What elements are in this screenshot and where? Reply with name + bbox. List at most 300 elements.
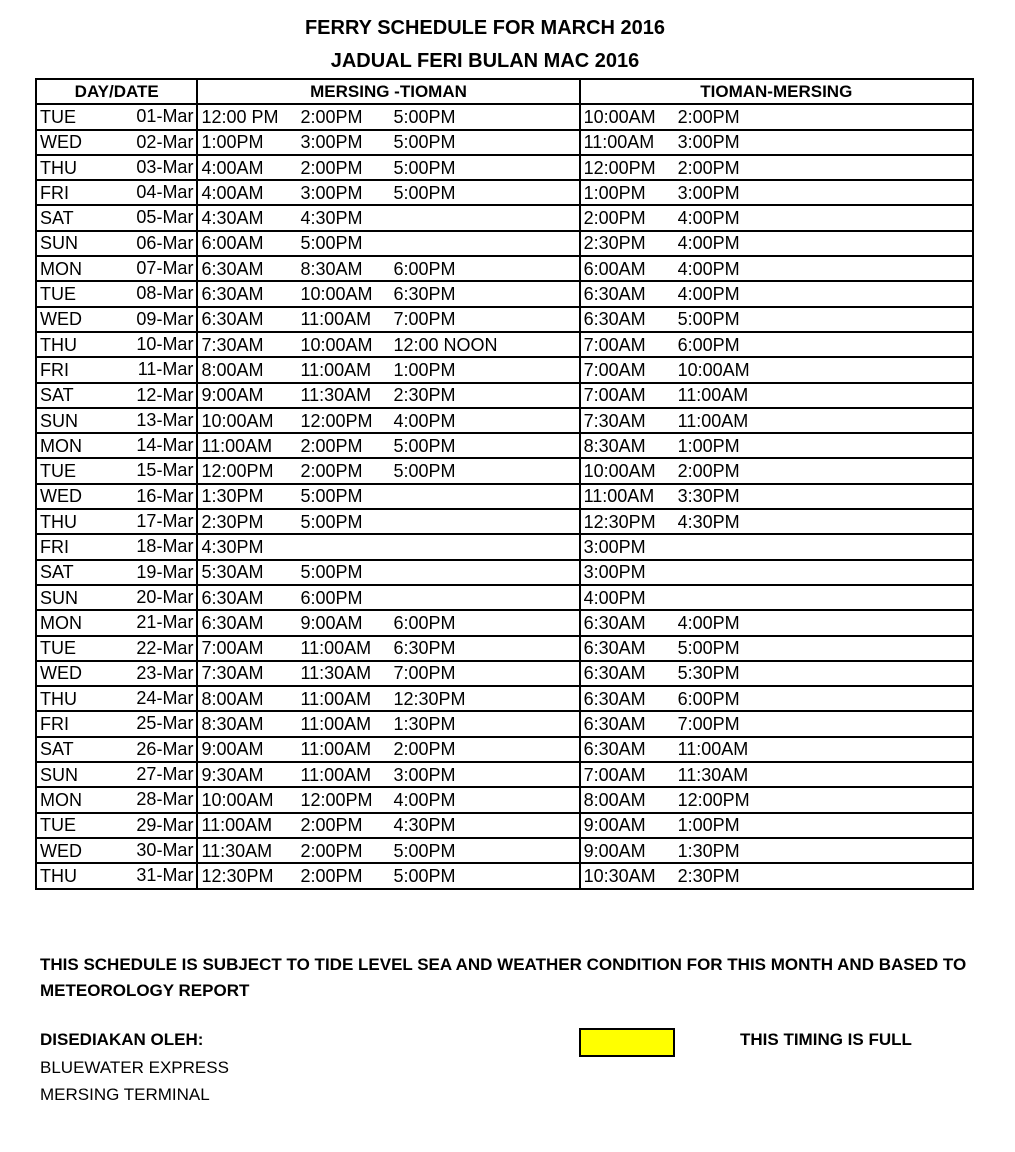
tioman-mersing-times: [580, 307, 973, 332]
departure-time: 12:30PM: [583, 511, 656, 532]
departure-time: 10:00AM: [300, 334, 373, 355]
departure-time: 3:00PM: [583, 562, 646, 583]
prepared-by-company: BLUEWATER EXPRESS: [40, 1058, 229, 1077]
day-name: FRI: [40, 536, 69, 557]
mersing-tioman-times: [197, 104, 579, 129]
departure-time: 12:30PM: [393, 688, 466, 709]
date-value: 10-Mar: [136, 333, 194, 354]
departure-time: 5:00PM: [300, 233, 363, 254]
departure-time: 11:00AM: [201, 435, 273, 456]
date-value: 19-Mar: [136, 561, 194, 582]
table-row: [36, 307, 973, 332]
tioman-mersing-times: [580, 180, 973, 205]
departure-time: 1:30PM: [393, 714, 456, 735]
day-name: THU: [40, 688, 77, 709]
table-row: [36, 130, 973, 155]
table-row: [36, 433, 973, 458]
day-date-cell: [36, 155, 197, 180]
departure-time: 7:00PM: [393, 663, 456, 684]
departure-time: 8:30AM: [583, 435, 646, 456]
mersing-tioman-times: [197, 281, 579, 306]
day-date-cell: [36, 458, 197, 483]
departure-time: 12:00PM: [300, 410, 373, 431]
table-header-row: [36, 79, 973, 104]
departure-time: 4:00PM: [393, 789, 456, 810]
departure-time: 7:00PM: [677, 714, 740, 735]
day-date-cell: [36, 534, 197, 559]
departure-time: 11:00AM: [300, 714, 372, 735]
table-row: [36, 281, 973, 306]
day-date-cell: [36, 711, 197, 736]
departure-time: 9:00AM: [201, 385, 264, 406]
tioman-mersing-times: [580, 661, 973, 686]
departure-time: 6:00AM: [583, 258, 646, 279]
departure-time: 11:30AM: [300, 663, 372, 684]
departure-time: 6:30AM: [201, 258, 264, 279]
departure-time: 10:00AM: [300, 284, 373, 305]
day-name: WED: [40, 309, 82, 330]
date-value: 25-Mar: [136, 713, 194, 734]
tioman-mersing-times: [580, 231, 973, 256]
date-value: 20-Mar: [136, 586, 194, 607]
departure-time: 11:00AM: [300, 309, 372, 330]
mersing-tioman-times: [197, 863, 579, 888]
departure-time: 2:00PM: [300, 157, 363, 178]
departure-time: 5:00PM: [677, 638, 740, 659]
departure-time: 7:30AM: [201, 663, 264, 684]
day-date-cell: [36, 509, 197, 534]
departure-time: 6:00PM: [677, 688, 740, 709]
departure-time: 6:30AM: [201, 612, 264, 633]
departure-time: 6:30PM: [393, 638, 456, 659]
table-row: [36, 180, 973, 205]
day-date-cell: [36, 383, 197, 408]
date-value: 26-Mar: [136, 738, 194, 759]
table-row: [36, 408, 973, 433]
tioman-mersing-times: [580, 205, 973, 230]
departure-time: 6:00PM: [393, 258, 456, 279]
mersing-tioman-times: [197, 180, 579, 205]
departure-time: 11:00AM: [300, 764, 372, 785]
departure-time: 9:30AM: [201, 764, 264, 785]
departure-time: 12:00PM: [201, 461, 274, 482]
tioman-mersing-times: [580, 433, 973, 458]
day-date-cell: [36, 762, 197, 787]
date-value: 05-Mar: [136, 207, 194, 228]
departure-time: 11:00AM: [677, 739, 749, 760]
departure-time: 4:00PM: [677, 258, 740, 279]
departure-time: 1:30PM: [201, 486, 264, 507]
mersing-tioman-times: [197, 231, 579, 256]
day-name: SUN: [40, 764, 79, 785]
mersing-tioman-times: [197, 560, 579, 585]
departure-time: 11:00AM: [201, 815, 273, 836]
departure-time: 11:00AM: [300, 638, 372, 659]
departure-time: 3:00PM: [300, 182, 363, 203]
tioman-mersing-times: [580, 534, 973, 559]
departure-time: 10:30AM: [583, 865, 656, 886]
table-row: [36, 610, 973, 635]
table-row: [36, 636, 973, 661]
departure-time: 6:00PM: [677, 334, 740, 355]
tioman-mersing-times: [580, 787, 973, 812]
day-date-cell: [36, 281, 197, 306]
day-date-cell: [36, 205, 197, 230]
mersing-tioman-times: [197, 610, 579, 635]
date-value: 02-Mar: [136, 131, 194, 152]
table-row: [36, 787, 973, 812]
day-date-cell: [36, 838, 197, 863]
departure-time: 6:00AM: [201, 233, 264, 254]
departure-time: 4:30PM: [300, 208, 363, 229]
departure-time: 1:00PM: [677, 435, 740, 456]
day-name: WED: [40, 132, 82, 153]
mersing-tioman-times: [197, 838, 579, 863]
prepared-by-terminal: MERSING TERMINAL: [40, 1085, 210, 1104]
departure-time: 1:30PM: [677, 840, 740, 861]
day-name: MON: [40, 258, 82, 279]
day-name: MON: [40, 435, 82, 456]
tioman-mersing-times: [580, 737, 973, 762]
legend-swatch: [579, 1028, 675, 1057]
departure-time: 10:00AM: [583, 106, 656, 127]
table-row: [36, 762, 973, 787]
departure-time: 4:00PM: [583, 587, 646, 608]
departure-time: 11:00AM: [300, 359, 372, 380]
departure-time: 10:00AM: [201, 410, 274, 431]
table-row: [36, 484, 973, 509]
date-value: 18-Mar: [136, 536, 194, 557]
table-row: [36, 863, 973, 888]
date-value: 12-Mar: [136, 384, 194, 405]
departure-time: 6:30AM: [583, 309, 646, 330]
mersing-tioman-times: [197, 787, 579, 812]
departure-time: 6:30AM: [583, 688, 646, 709]
departure-time: 1:00PM: [393, 359, 456, 380]
tioman-mersing-times: [580, 863, 973, 888]
departure-time: 6:30AM: [583, 284, 646, 305]
departure-time: 7:00AM: [201, 638, 264, 659]
departure-time: 8:30AM: [201, 714, 264, 735]
mersing-tioman-times: [197, 205, 579, 230]
departure-time: 2:00PM: [300, 840, 363, 861]
date-value: 11-Mar: [137, 359, 194, 380]
departure-time: 3:00PM: [300, 132, 363, 153]
date-value: 13-Mar: [136, 409, 194, 430]
table-row: [36, 104, 973, 129]
departure-time: 3:00PM: [677, 132, 740, 153]
date-value: 03-Mar: [136, 156, 194, 177]
day-date-cell: [36, 636, 197, 661]
day-date-cell: [36, 585, 197, 610]
departure-time: 4:00PM: [677, 233, 740, 254]
tioman-mersing-times: [580, 155, 973, 180]
mersing-tioman-times: [197, 130, 579, 155]
departure-time: 5:00PM: [300, 511, 363, 532]
departure-time: 5:00PM: [677, 309, 740, 330]
day-date-cell: [36, 787, 197, 812]
date-value: 09-Mar: [136, 308, 194, 329]
departure-time: 7:30AM: [201, 334, 264, 355]
departure-time: 11:00AM: [583, 486, 655, 507]
day-date-cell: [36, 610, 197, 635]
date-value: 08-Mar: [136, 283, 194, 304]
tioman-mersing-times: [580, 256, 973, 281]
mersing-tioman-times: [197, 307, 579, 332]
day-name: WED: [40, 486, 82, 507]
mersing-tioman-times: [197, 711, 579, 736]
date-value: 06-Mar: [136, 232, 194, 253]
table-row: [36, 357, 973, 382]
day-name: FRI: [40, 359, 69, 380]
day-date-cell: [36, 256, 197, 281]
date-value: 04-Mar: [136, 182, 194, 203]
departure-time: 4:00AM: [201, 182, 264, 203]
departure-time: 5:30PM: [677, 663, 740, 684]
tioman-mersing-times: [580, 838, 973, 863]
date-value: 17-Mar: [136, 511, 194, 532]
mersing-tioman-times: [197, 357, 579, 382]
header-tioman-mersing: TIOMAN-MERSING: [580, 79, 973, 104]
tioman-mersing-times: [580, 458, 973, 483]
departure-time: 5:00PM: [393, 435, 456, 456]
ferry-schedule-table: [35, 78, 974, 890]
table-row: [36, 509, 973, 534]
day-name: SAT: [40, 739, 74, 760]
departure-time: 6:30AM: [201, 284, 264, 305]
mersing-tioman-times: [197, 484, 579, 509]
departure-time: 11:00AM: [583, 132, 655, 153]
day-date-cell: [36, 357, 197, 382]
departure-time: 6:30AM: [583, 638, 646, 659]
departure-time: 3:30PM: [677, 486, 740, 507]
day-name: SAT: [40, 562, 74, 583]
day-name: THU: [40, 157, 77, 178]
day-date-cell: [36, 686, 197, 711]
departure-time: 2:00PM: [300, 106, 363, 127]
departure-time: 7:00AM: [583, 764, 646, 785]
tioman-mersing-times: [580, 408, 973, 433]
departure-time: 4:30PM: [677, 511, 740, 532]
day-name: MON: [40, 789, 82, 810]
departure-time: 11:30AM: [201, 840, 273, 861]
mersing-tioman-times: [197, 256, 579, 281]
date-value: 23-Mar: [136, 662, 194, 683]
day-date-cell: [36, 408, 197, 433]
date-value: 21-Mar: [136, 612, 194, 633]
departure-time: 5:30AM: [201, 562, 264, 583]
table-row: [36, 231, 973, 256]
table-row: [36, 686, 973, 711]
tioman-mersing-times: [580, 762, 973, 787]
date-value: 31-Mar: [136, 865, 194, 886]
departure-time: 7:00AM: [583, 334, 646, 355]
mersing-tioman-times: [197, 332, 579, 357]
departure-time: 12:00 PM: [201, 106, 279, 127]
departure-time: 9:00AM: [300, 612, 363, 633]
departure-time: 4:00AM: [201, 157, 264, 178]
departure-time: 1:00PM: [201, 132, 264, 153]
departure-time: 7:00AM: [583, 385, 646, 406]
mersing-tioman-times: [197, 636, 579, 661]
departure-time: 7:00PM: [393, 309, 456, 330]
mersing-tioman-times: [197, 383, 579, 408]
departure-time: 4:30PM: [201, 536, 264, 557]
tioman-mersing-times: [580, 104, 973, 129]
date-value: 27-Mar: [136, 764, 194, 785]
day-name: FRI: [40, 182, 69, 203]
day-name: SUN: [40, 233, 79, 254]
departure-time: 1:00PM: [677, 815, 740, 836]
departure-time: 7:30AM: [583, 410, 646, 431]
departure-time: 12:00PM: [677, 789, 750, 810]
table-row: [36, 737, 973, 762]
date-value: 01-Mar: [136, 106, 194, 127]
departure-time: 7:00AM: [583, 359, 646, 380]
header-day-date: DAY/DATE: [36, 79, 197, 104]
day-date-cell: [36, 231, 197, 256]
table-row: [36, 205, 973, 230]
departure-time: 6:30AM: [201, 309, 264, 330]
day-name: THU: [40, 334, 77, 355]
departure-time: 11:00AM: [677, 385, 749, 406]
day-name: SAT: [40, 385, 74, 406]
day-date-cell: [36, 332, 197, 357]
departure-time: 2:30PM: [201, 511, 264, 532]
departure-time: 4:30PM: [393, 815, 456, 836]
departure-time: 5:00PM: [393, 461, 456, 482]
tioman-mersing-times: [580, 332, 973, 357]
day-date-cell: [36, 863, 197, 888]
day-name: SUN: [40, 410, 79, 431]
departure-time: 3:00PM: [393, 764, 456, 785]
day-date-cell: [36, 737, 197, 762]
departure-time: 5:00PM: [393, 865, 456, 886]
mersing-tioman-times: [197, 408, 579, 433]
departure-time: 2:00PM: [300, 865, 363, 886]
day-date-cell: [36, 307, 197, 332]
departure-time: 12:00PM: [583, 157, 656, 178]
departure-time: 5:00PM: [300, 562, 363, 583]
departure-time: 2:00PM: [300, 461, 363, 482]
departure-time: 2:00PM: [677, 106, 740, 127]
tioman-mersing-times: [580, 711, 973, 736]
day-date-cell: [36, 560, 197, 585]
departure-time: 9:00AM: [583, 815, 646, 836]
departure-time: 12:00PM: [300, 789, 373, 810]
tioman-mersing-times: [580, 610, 973, 635]
departure-time: 10:00AM: [583, 461, 656, 482]
departure-time: 11:30AM: [677, 764, 749, 785]
mersing-tioman-times: [197, 686, 579, 711]
date-value: 30-Mar: [136, 839, 194, 860]
departure-time: 6:30AM: [583, 739, 646, 760]
tioman-mersing-times: [580, 383, 973, 408]
departure-time: 2:30PM: [393, 385, 456, 406]
header-mersing-tioman: MERSING -TIOMAN: [197, 79, 579, 104]
departure-time: 2:00PM: [300, 435, 363, 456]
day-name: THU: [40, 511, 77, 532]
departure-time: 4:00PM: [393, 410, 456, 431]
departure-time: 4:00PM: [677, 208, 740, 229]
mersing-tioman-times: [197, 762, 579, 787]
table-row: [36, 332, 973, 357]
departure-time: 5:00PM: [393, 840, 456, 861]
tioman-mersing-times: [580, 484, 973, 509]
departure-time: 2:00PM: [393, 739, 456, 760]
mersing-tioman-times: [197, 458, 579, 483]
departure-time: 8:00AM: [201, 688, 264, 709]
table-row: [36, 661, 973, 686]
departure-time: 5:00PM: [300, 486, 363, 507]
departure-time: 6:30AM: [583, 714, 646, 735]
departure-time: 11:00AM: [677, 410, 749, 431]
day-name: SAT: [40, 208, 74, 229]
date-value: 29-Mar: [136, 814, 194, 835]
tioman-mersing-times: [580, 560, 973, 585]
departure-time: 8:00AM: [201, 359, 264, 380]
departure-time: 4:30AM: [201, 208, 264, 229]
day-name: FRI: [40, 714, 69, 735]
departure-time: 4:00PM: [677, 612, 740, 633]
departure-time: 10:00AM: [201, 789, 274, 810]
mersing-tioman-times: [197, 661, 579, 686]
departure-time: 6:30AM: [201, 587, 264, 608]
table-row: [36, 458, 973, 483]
date-value: 07-Mar: [136, 258, 194, 279]
day-name: MON: [40, 612, 82, 633]
day-name: SUN: [40, 587, 79, 608]
tioman-mersing-times: [580, 357, 973, 382]
departure-time: 9:00AM: [583, 840, 646, 861]
tioman-mersing-times: [580, 509, 973, 534]
mersing-tioman-times: [197, 585, 579, 610]
date-value: 24-Mar: [136, 688, 194, 709]
departure-time: 2:30PM: [583, 233, 646, 254]
day-name: TUE: [40, 638, 76, 659]
mersing-tioman-times: [197, 155, 579, 180]
departure-time: 1:00PM: [583, 182, 646, 203]
legend-label: THIS TIMING IS FULL: [740, 1030, 912, 1049]
departure-time: 11:00AM: [300, 739, 372, 760]
table-row: [36, 560, 973, 585]
mersing-tioman-times: [197, 737, 579, 762]
day-date-cell: [36, 813, 197, 838]
departure-time: 6:30PM: [393, 284, 456, 305]
day-date-cell: [36, 180, 197, 205]
day-name: THU: [40, 865, 77, 886]
tioman-mersing-times: [580, 686, 973, 711]
departure-time: 5:00PM: [393, 132, 456, 153]
table-row: [36, 534, 973, 559]
table-row: [36, 155, 973, 180]
tioman-mersing-times: [580, 813, 973, 838]
departure-time: 5:00PM: [393, 157, 456, 178]
schedule-note: THIS SCHEDULE IS SUBJECT TO TIDE LEVEL SEA AND WEATHER CONDITION FOR THIS MONTH AND BASED TO METEOROLOGY REPORT: [40, 955, 967, 1000]
departure-time: 2:00PM: [677, 157, 740, 178]
table-row: [36, 838, 973, 863]
tioman-mersing-times: [580, 130, 973, 155]
day-date-cell: [36, 484, 197, 509]
departure-time: 6:00PM: [300, 587, 363, 608]
departure-time: 9:00AM: [201, 739, 264, 760]
tioman-mersing-times: [580, 281, 973, 306]
day-name: WED: [40, 840, 82, 861]
day-date-cell: [36, 104, 197, 129]
tioman-mersing-times: [580, 585, 973, 610]
date-value: 14-Mar: [136, 435, 194, 456]
table-row: [36, 813, 973, 838]
